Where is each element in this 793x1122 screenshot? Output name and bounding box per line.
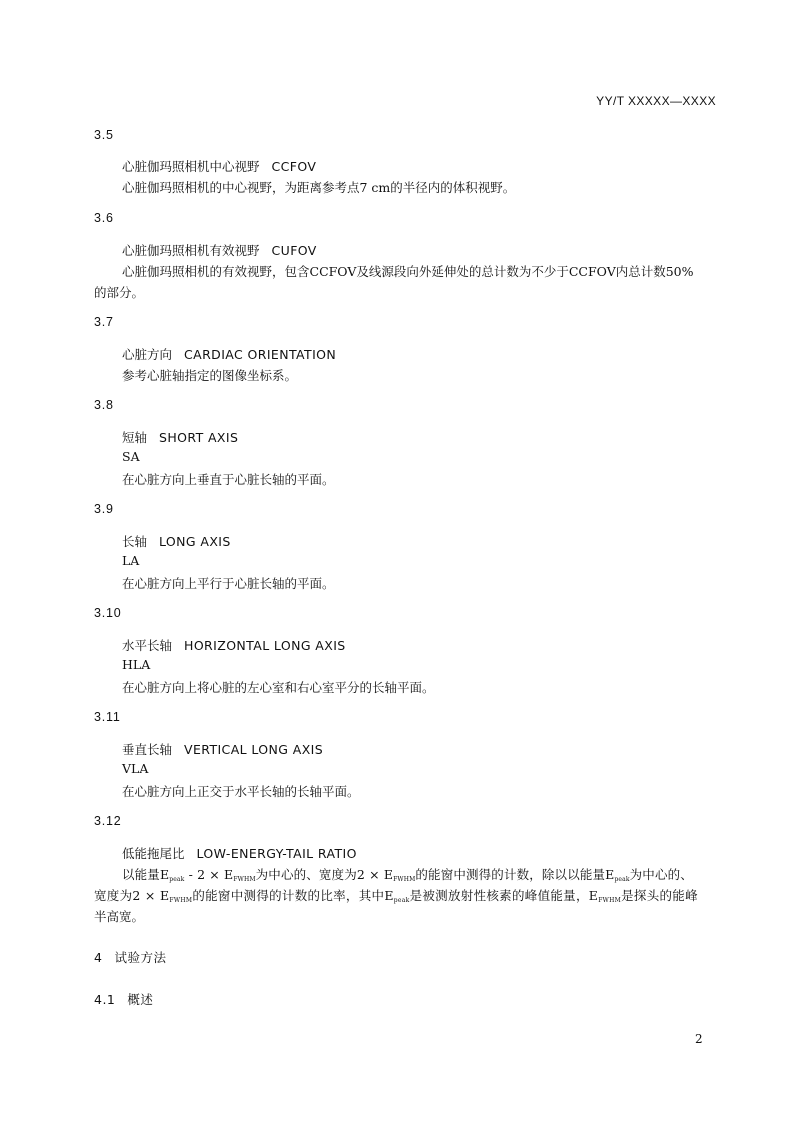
- text-run: 是被测放射性核素的峰值能量，E: [409, 888, 599, 903]
- term-heading: [122, 428, 238, 446]
- definition-line: 在心脏方向上平行于心脏长轴的平面。: [122, 576, 335, 591]
- term-chinese: 低能拖尾比: [122, 846, 185, 861]
- text-run: 是探头的能峰: [621, 888, 698, 903]
- clause-number: 3.10: [94, 606, 122, 620]
- definition-line: 心脏伽玛照相机的中心视野，为距离参考点7 cm的半径内的体积视野。: [122, 180, 516, 195]
- term-heading: [122, 636, 346, 654]
- term-chinese: 水平长轴: [122, 638, 173, 653]
- chapter-heading: [94, 948, 166, 966]
- definition-line: [94, 886, 698, 904]
- subscript: FWHM: [393, 876, 416, 883]
- term-heading: [122, 345, 336, 363]
- term-chinese: 心脏方向: [122, 347, 173, 362]
- definition-line: 在心脏方向上垂直于心脏长轴的平面。: [122, 472, 335, 487]
- subscript: FWHM: [598, 897, 622, 904]
- clause-number: 3.11: [94, 710, 121, 724]
- term-chinese: 短轴: [122, 430, 148, 445]
- term-chinese: 垂直长轴: [122, 742, 173, 757]
- term-english: SHORT AXIS: [159, 430, 239, 445]
- subscript: FWHM: [233, 876, 256, 883]
- term-heading: [122, 532, 231, 550]
- definition-line: 在心脏方向上将心脏的左心室和右心室平分的长轴平面。: [122, 680, 435, 695]
- text-run: 的能窗中测得的计数的比率，其中E: [192, 888, 394, 903]
- subscript: FWHM: [169, 897, 193, 904]
- term-abbreviation: HLA: [122, 657, 151, 672]
- clause-number: 3.8: [94, 398, 114, 412]
- term-abbreviation: LA: [122, 553, 140, 568]
- text-run: 为中心的、: [629, 867, 693, 882]
- subsection-number: 4.1: [94, 992, 116, 1007]
- clause-number: 3.9: [94, 502, 114, 516]
- term-abbreviation: SA: [122, 449, 140, 464]
- subsection-title: 概述: [127, 992, 154, 1007]
- term-chinese: 心脏伽玛照相机有效视野: [122, 243, 260, 258]
- subscript: peak: [393, 897, 410, 904]
- term-heading: [122, 844, 357, 862]
- term-chinese: 心脏伽玛照相机中心视野: [122, 159, 260, 174]
- definition-line: 心脏伽玛照相机的有效视野，包含CCFOV及线源段向外延伸处的总计数为不少于CCFOV内总计数50%: [122, 264, 694, 279]
- term-english: LONG AXIS: [159, 534, 231, 549]
- subsection-heading: [94, 990, 153, 1008]
- definition-line: [122, 865, 693, 883]
- definition-line: 在心脏方向上正交于水平长轴的长轴平面。: [122, 784, 360, 799]
- term-chinese: 长轴: [122, 534, 148, 549]
- term-english: HORIZONTAL LONG AXIS: [184, 638, 346, 653]
- clause-number: 3.7: [94, 315, 114, 329]
- page-number: 2: [695, 1032, 703, 1046]
- subscript: peak: [169, 876, 185, 883]
- text-run: 宽度为2 × E: [94, 888, 170, 903]
- term-english: LOW-ENERGY-TAIL RATIO: [196, 846, 357, 861]
- chapter-title: 试验方法: [114, 950, 167, 965]
- term-english: CCFOV: [271, 159, 317, 174]
- term-english: VERTICAL LONG AXIS: [184, 742, 324, 757]
- term-heading: [122, 241, 317, 259]
- definition-line: 参考心脏轴指定的图像坐标系。: [122, 368, 298, 383]
- term-heading: [122, 157, 316, 175]
- subscript: peak: [614, 876, 630, 883]
- term-abbreviation: VLA: [122, 761, 149, 776]
- text-run: 以能量E: [122, 867, 170, 882]
- definition-line: 的部分。: [94, 285, 145, 300]
- text-run: 的能窗中测得的计数，除以以能量E: [415, 867, 615, 882]
- term-english: CUFOV: [271, 243, 317, 258]
- clause-number: 3.5: [94, 128, 114, 142]
- definition-line: 半高宽。: [94, 909, 145, 924]
- chapter-number: 4: [94, 950, 103, 965]
- term-english: CARDIAC ORIENTATION: [184, 347, 337, 362]
- text-run: 为中心的、宽度为2 × E: [255, 867, 394, 882]
- document-code: YY/T XXXXX—XXXX: [596, 94, 716, 108]
- clause-number: 3.12: [94, 814, 122, 828]
- term-heading: [122, 740, 323, 758]
- clause-number: 3.6: [94, 211, 114, 225]
- text-run: - 2 × E: [184, 867, 234, 882]
